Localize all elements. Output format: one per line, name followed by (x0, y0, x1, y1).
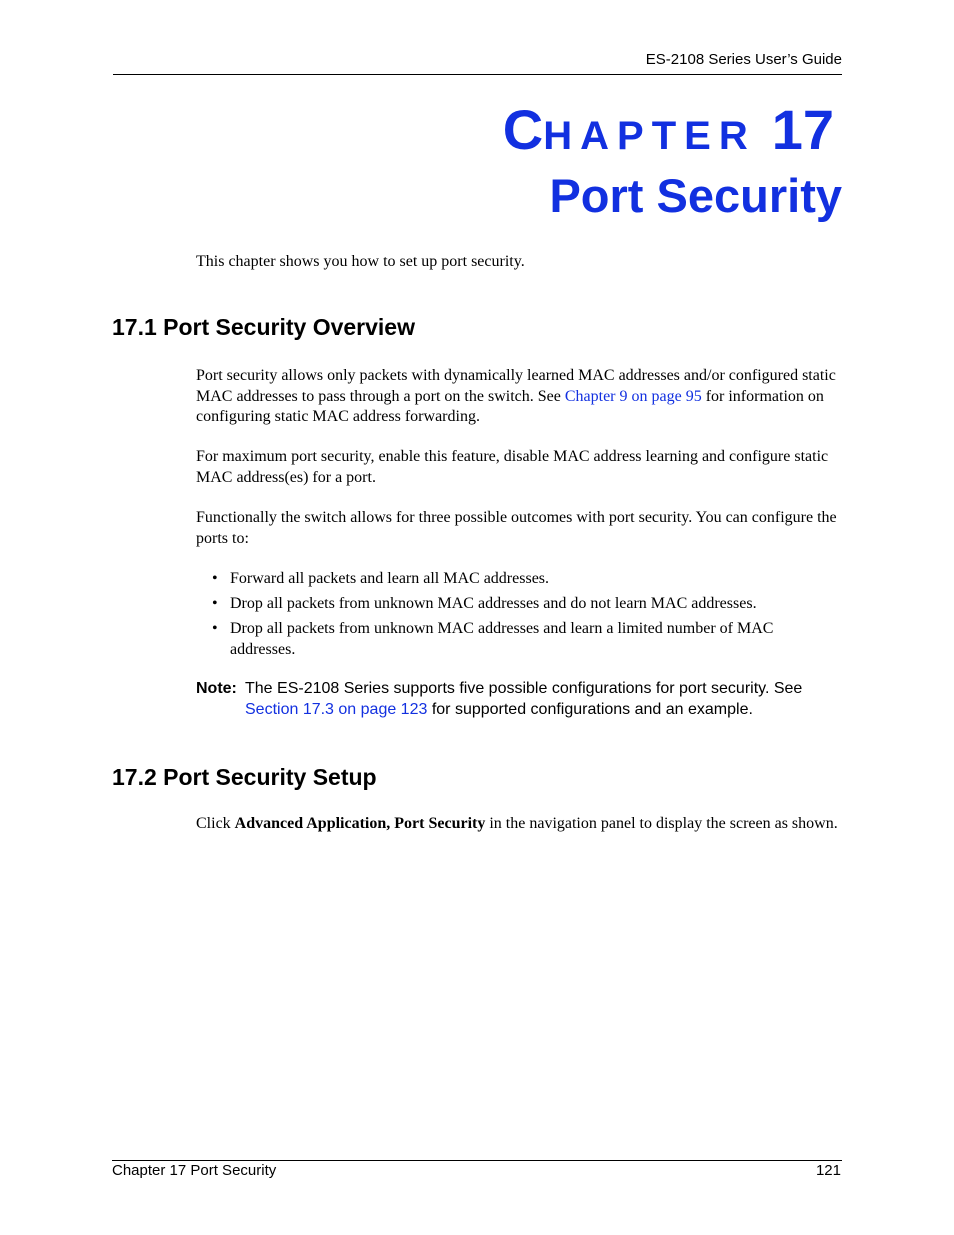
bullet-icon: • (212, 620, 218, 637)
chapter-word-rest: HAPTER (543, 114, 756, 158)
header-divider (113, 74, 842, 75)
section-17-3-link[interactable]: Section 17.3 on page 123 (245, 700, 428, 718)
overview-paragraph-3: Functionally the switch allows for three possible outcomes with port security. You can configure the ports to: (196, 509, 837, 547)
outcome-bullet-list (212, 569, 842, 665)
chapter-9-link[interactable]: Chapter 9 on page 95 (564, 387, 702, 405)
chapter-number: 17 (771, 98, 834, 161)
page-number: 121 (815, 1162, 841, 1179)
overview-p1-text-start: Port security allows only packets with dynamically learned MAC addresses and/or configured static MAC addresses to pass through a port on the switch. See (196, 367, 836, 405)
footer-chapter-label: Chapter 17 Port Security (112, 1162, 277, 1179)
chapter-label (503, 100, 834, 175)
overview-p1-text-end: for information on configuring static MAC address forwarding. (196, 387, 824, 425)
section-heading-setup: 17.2 Port Security Setup (112, 764, 377, 790)
bullet-icon: • (212, 570, 218, 587)
running-header-title: ES-2108 Series User’s Guide (645, 51, 842, 68)
list-item (212, 569, 842, 590)
setup-paragraph (196, 814, 842, 835)
chapter-intro: This chapter shows you how to set up port security. (196, 253, 525, 270)
menu-advanced-application: Advanced Application (234, 815, 387, 832)
note-text-start: The ES-2108 Series supports five possible configurations for port security. See (245, 680, 803, 697)
setup-text-end: in the navigation panel to display the screen as shown. (485, 815, 838, 832)
setup-text-start: Click (196, 815, 235, 832)
chapter-word-initial: C (502, 98, 544, 161)
chapter-title: Port Security (549, 169, 842, 222)
note-text-end: for supported configurations and an example. (427, 700, 753, 718)
bullet-text: Drop all packets from unknown MAC addresses and learn a limited number of MAC addresses. (230, 620, 774, 658)
bullet-text: Forward all packets and learn all MAC addresses. (230, 570, 550, 587)
note-label: Note: (196, 680, 237, 697)
list-item (212, 594, 842, 615)
section-heading-overview: 17.1 Port Security Overview (112, 314, 415, 340)
bullet-text: Drop all packets from unknown MAC addresses and do not learn MAC addresses. (230, 595, 757, 612)
menu-port-security: Port Security (394, 815, 486, 832)
note-block (196, 679, 846, 720)
list-item (212, 619, 842, 660)
overview-paragraph-2: For maximum port security, enable this feature, disable MAC address learning and configure static MAC address(es) for a port. (196, 448, 829, 486)
note-text (245, 679, 846, 720)
menu-separator: , (386, 815, 395, 832)
footer-divider (112, 1160, 842, 1161)
overview-paragraph-1 (196, 366, 842, 428)
bullet-icon: • (212, 595, 218, 612)
